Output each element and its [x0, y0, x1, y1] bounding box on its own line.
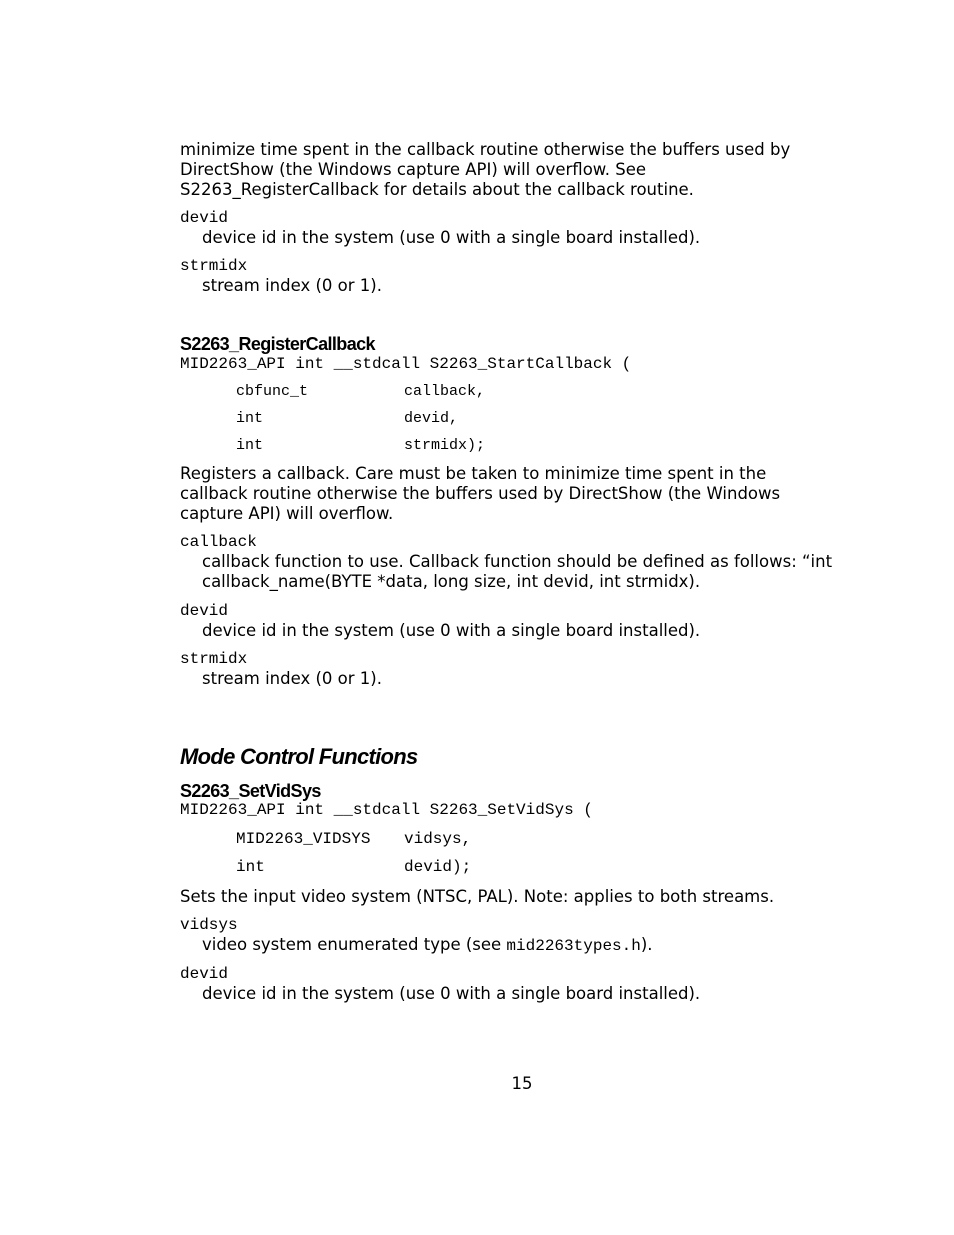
param-desc: callback function to use. Callback function should be defined as follows: “int — [202, 552, 833, 571]
param-desc: stream index (0 or 1). — [202, 276, 382, 295]
param-name: strmidx — [180, 257, 248, 275]
param-name: devid — [180, 209, 229, 227]
arg-name: devid, — [404, 410, 459, 427]
param-desc: callback_name(BYTE *data, long size, int devid, int strmidx). — [202, 572, 701, 591]
description-line: Sets the input video system (NTSC, PAL). Note: applies to both streams. — [180, 887, 775, 906]
description-line: Registers a callback. Care must be taken to minimize time spent in the — [180, 464, 767, 483]
arg-type: cbfunc_t — [236, 383, 309, 400]
arg-name: callback, — [404, 383, 486, 400]
arg-name: devid); — [404, 858, 472, 876]
arg-name: vidsys, — [404, 830, 472, 848]
function-signature: MID2263_API int __stdcall S2263_SetVidSys ( — [180, 801, 593, 819]
intro-line: DirectShow (the Windows capture API) will overflow. See — [180, 160, 647, 179]
intro-line: S2263_RegisterCallback for details about the callback routine. — [180, 180, 694, 199]
description-line: callback routine otherwise the buffers used by DirectShow (the Windows — [180, 484, 781, 503]
param-name: devid — [180, 602, 229, 620]
arg-type: int — [236, 437, 264, 454]
arg-type: MID2263_VIDSYS — [236, 830, 371, 848]
function-title: S2263_SetVidSys — [180, 781, 321, 801]
arg-type: int — [236, 410, 264, 427]
param-desc: device id in the system (use 0 with a single board installed). — [202, 984, 701, 1003]
header-filename: mid2263types.h — [506, 937, 641, 955]
param-name: strmidx — [180, 650, 248, 668]
intro-line: minimize time spent in the callback routine otherwise the buffers used by — [180, 140, 791, 159]
section-title: Mode Control Functions — [180, 744, 418, 769]
param-desc: device id in the system (use 0 with a single board installed). — [202, 228, 701, 247]
function-title: S2263_RegisterCallback — [180, 334, 375, 354]
param-desc-text: video system enumerated type (see — [202, 935, 507, 954]
param-name: callback — [180, 533, 257, 551]
param-desc: stream index (0 or 1). — [202, 669, 382, 688]
param-name: vidsys — [180, 916, 238, 934]
page-number: 15 — [511, 1074, 533, 1093]
param-desc: device id in the system (use 0 with a single board installed). — [202, 621, 701, 640]
param-desc-text: ). — [640, 935, 653, 954]
arg-type: int — [236, 858, 265, 876]
description-line: capture API) will overflow. — [180, 504, 394, 523]
function-signature: MID2263_API int __stdcall S2263_StartCallback ( — [180, 355, 632, 373]
arg-name: strmidx); — [404, 437, 486, 454]
param-desc — [202, 935, 653, 956]
param-name: devid — [180, 965, 229, 983]
